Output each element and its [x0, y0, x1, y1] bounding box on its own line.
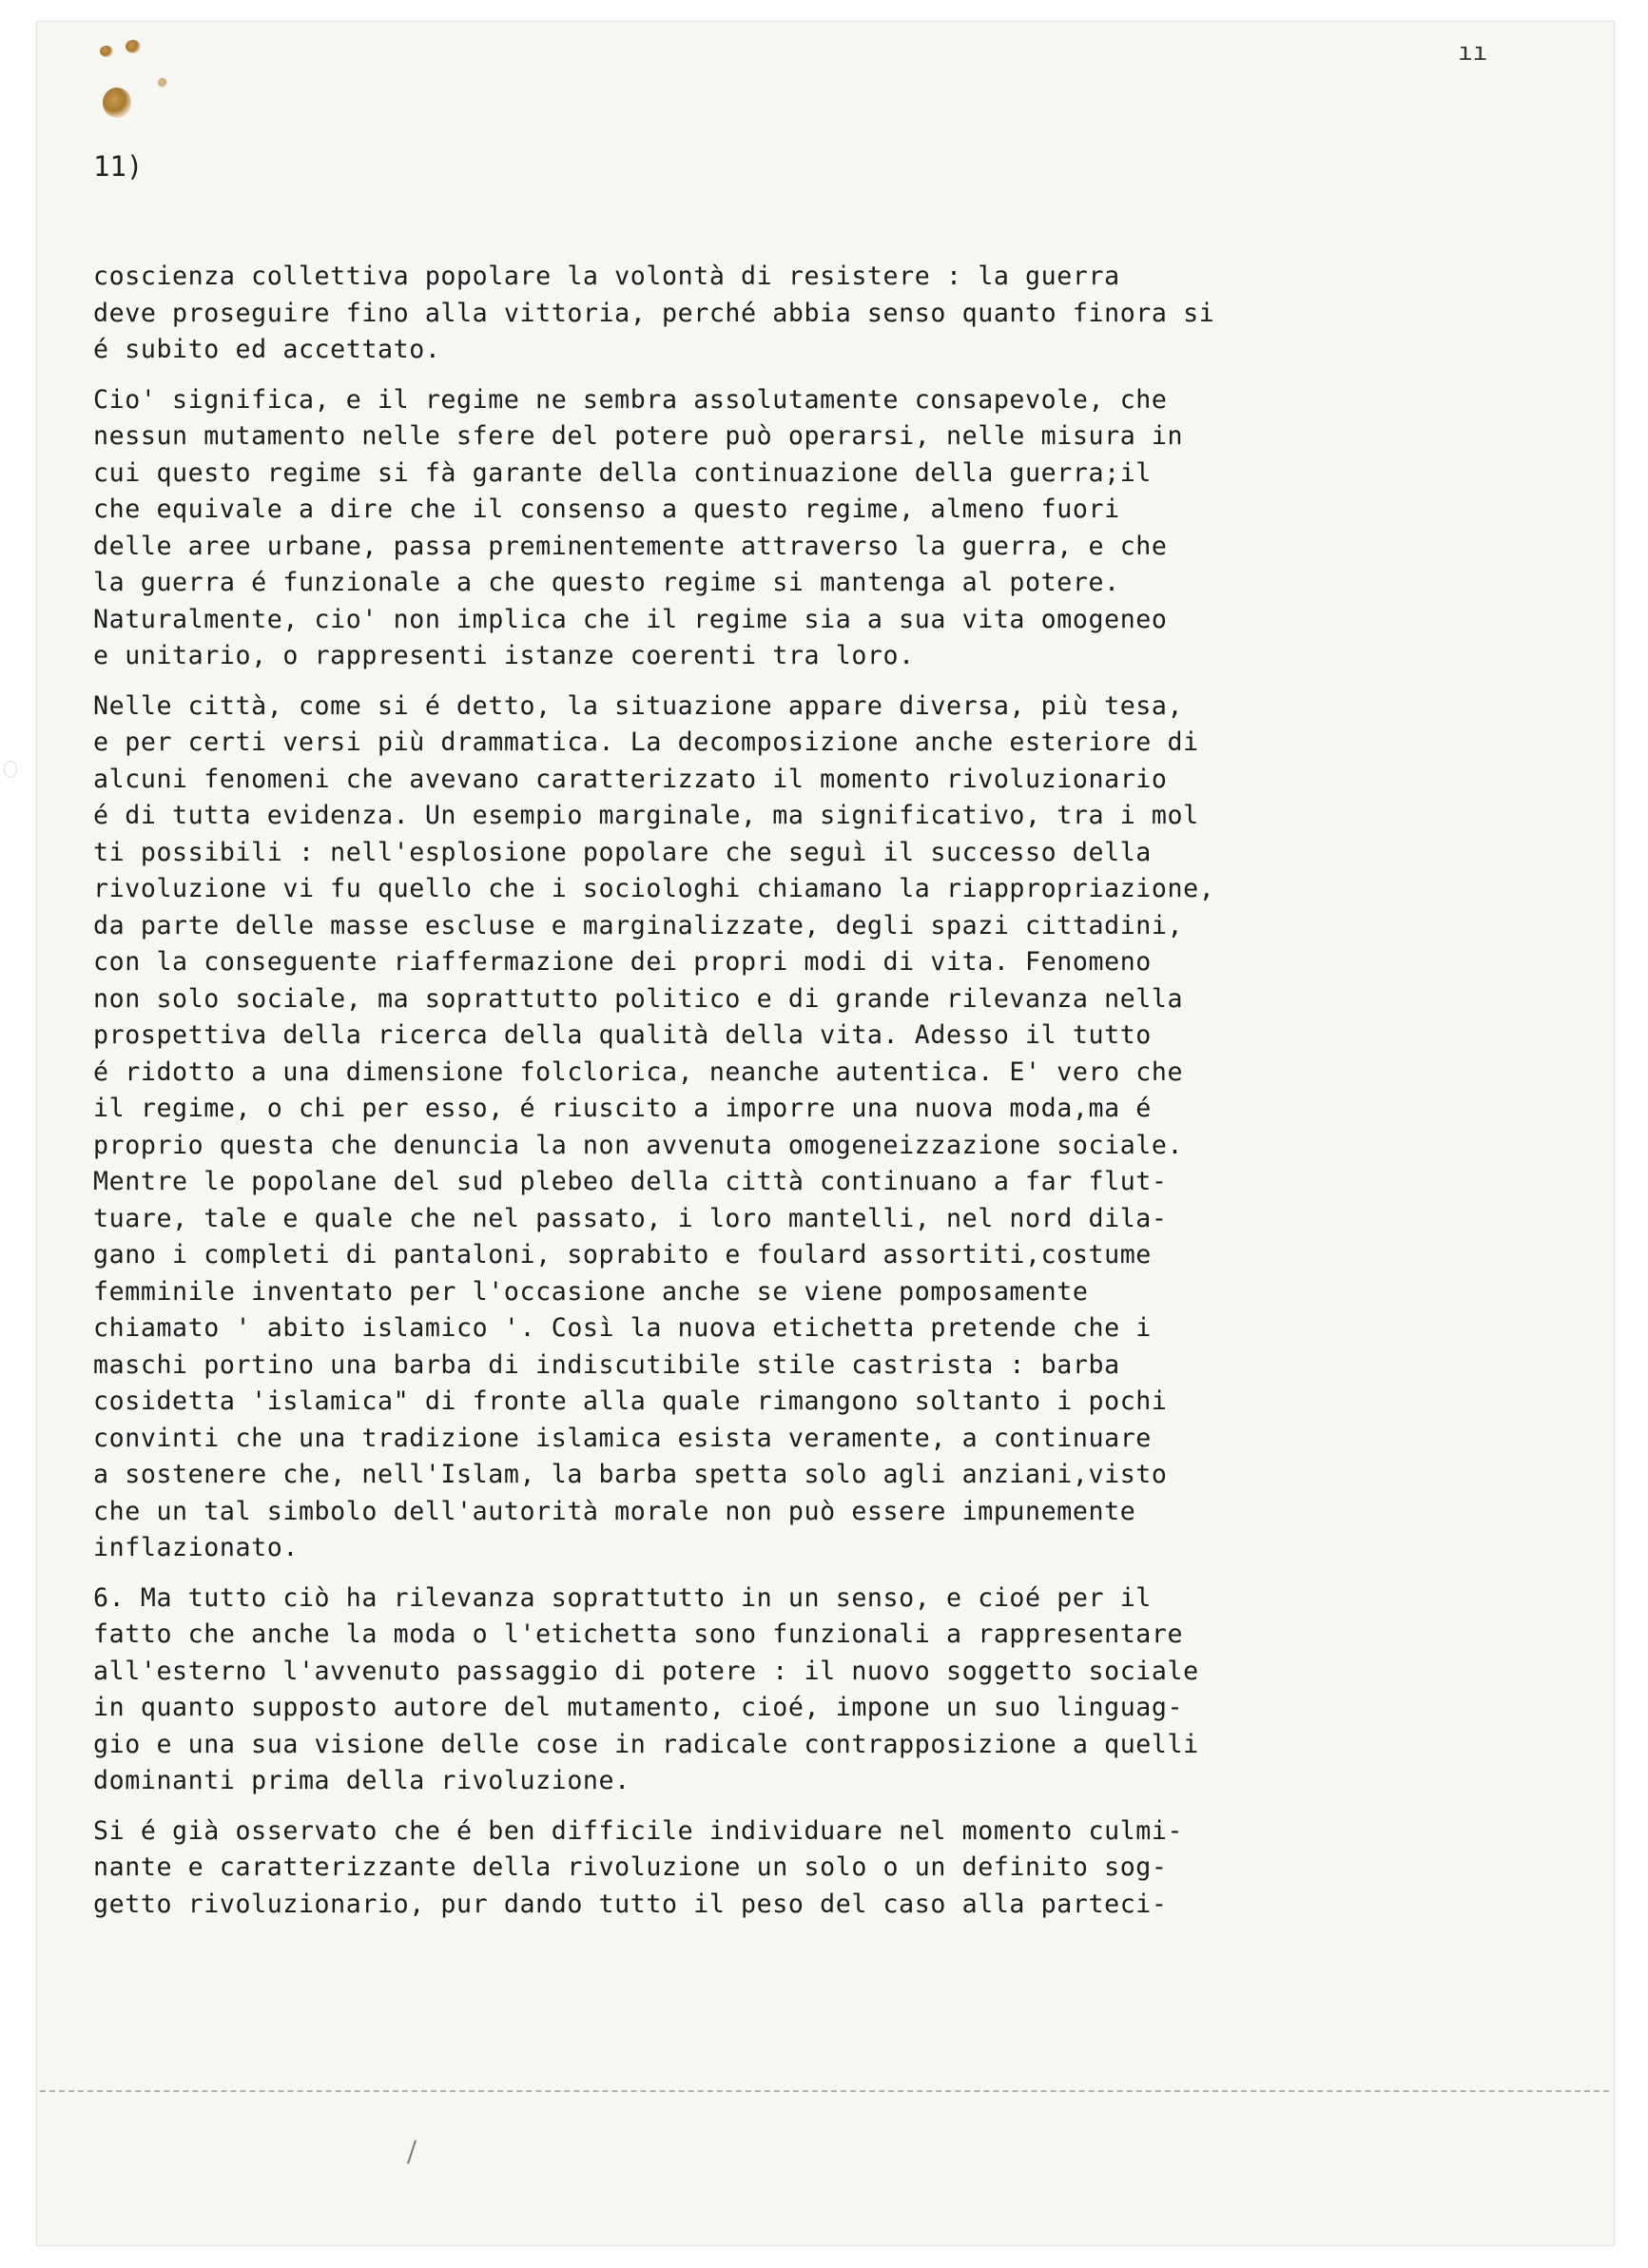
text-line: deve proseguire fino alla vittoria, perché abbia senso quanto finora si — [93, 298, 1215, 328]
text-line: fatto che anche la moda o l'etichetta sono funzionali a rappresentare — [93, 1619, 1184, 1649]
text-line: e unitario, o rappresenti istanze coerenti tra loro. — [93, 641, 915, 670]
text-line: il regime, o chi per esso, é riuscito a imporre una nuova moda,ma é — [93, 1094, 1152, 1123]
text-line: cosidetta 'islamica" di fronte alla quale rimangono soltanto i pochi — [93, 1386, 1168, 1416]
text-line: proprio questa che denuncia la non avvenuta omogeneizzazione sociale. — [93, 1130, 1184, 1160]
text-line: Si é già osservato che é ben difficile individuare nel momento culmi- — [93, 1815, 1184, 1846]
text-line: e per certi versi più drammatica. La decomposizione anche esteriore di — [93, 727, 1199, 757]
text-line: delle aree urbane, passa preminentemente attraverso la guerra, e che — [93, 531, 1168, 561]
paragraph — [93, 688, 1520, 1567]
text-line: che un tal simbolo dell'autorità morale non può essere impunemente — [93, 1496, 1136, 1526]
text-line: nessun mutamento nelle sfere del potere può operarsi, nelle misura in — [93, 421, 1184, 451]
text-line: ti possibili : nell'esplosione popolare che seguì il successo della — [93, 837, 1152, 867]
text-line: é di tutta evidenza. Un esempio marginale, ma significativo, tra i mol — [93, 801, 1199, 830]
stain-mark — [103, 87, 131, 118]
text-line: inflazionato. — [93, 1533, 299, 1562]
text-line: é ridotto a una dimensione folclorica, neanche autentica. E' vero che — [93, 1056, 1184, 1087]
paragraph — [93, 259, 1520, 369]
text-line: rivoluzione vi fu quello che i sociologhi chiamano la riappropriazione, — [93, 874, 1215, 903]
text-line: la guerra é funzionale a che questo regime si mantenga al potere. — [93, 568, 1120, 597]
text-line: che equivale a dire che il consenso a questo regime, almeno fuori — [93, 494, 1120, 524]
text-line: Naturalmente, cio' non implica che il regime sia a sua vita omogeneo — [93, 604, 1168, 634]
text-line: getto rivoluzionario, pur dando tutto il peso del caso alla parteci- — [93, 1889, 1168, 1919]
stain-mark — [126, 40, 141, 53]
text-line: coscienza collettiva popolare la volontà di resistere : la guerra — [93, 262, 1120, 291]
bottom-rule — [40, 2090, 1609, 2092]
text-line: convinti che una tradizione islamica esista veramente, a continuare — [93, 1423, 1152, 1453]
stain-mark — [158, 78, 167, 87]
text-line: all'esterno l'avvenuto passaggio di potere : il nuovo soggetto sociale — [93, 1656, 1199, 1686]
text-line: Nelle città, come si é detto, la situazione appare diversa, più tesa, — [93, 690, 1184, 721]
corner-mark: ıı — [1458, 38, 1488, 67]
text-line: Cio' significa, e il regime ne sembra assolutamente consapevole, che — [93, 384, 1168, 415]
text-line: nante e caratterizzante della rivoluzione un solo o un definito sog- — [93, 1852, 1168, 1882]
text-line: non solo sociale, ma soprattutto politico e di grande rilevanza nella — [93, 983, 1184, 1014]
text-line: femminile inventato per l'occasione anche se viene pomposamente — [93, 1276, 1089, 1307]
text-line: gio e una sua visione delle cose in radicale contrapposizione a quelli — [93, 1729, 1199, 1759]
typed-body — [93, 259, 1520, 1936]
text-line: dominanti prima della rivoluzione. — [93, 1766, 630, 1795]
paragraph — [93, 382, 1520, 675]
text-line: alcuni fenomeni che avevano caratterizzato il momento rivoluzionario — [93, 764, 1168, 794]
edge-mark — [4, 761, 17, 778]
text-line: da parte delle masse escluse e marginalizzate, degli spazi cittadini, — [93, 910, 1184, 940]
text-line: con la conseguente riaffermazione dei propri modi di vita. Fenomeno — [93, 947, 1152, 977]
paragraph — [93, 1813, 1520, 1924]
page-number: 11) — [93, 150, 144, 183]
text-line: é subito ed accettato. — [93, 335, 441, 364]
text-line: prospettiva della ricerca della qualità della vita. Adesso il tutto — [93, 1020, 1152, 1050]
text-line: Mentre le popolane del sud plebeo della città continuano a far flut- — [93, 1167, 1168, 1196]
stain-mark — [100, 46, 113, 57]
text-line: chiamato ' abito islamico '. Così la nuova etichetta pretende che i — [93, 1313, 1152, 1343]
text-line: maschi portino una barba di indiscutibile stile castrista : barba — [93, 1349, 1120, 1380]
text-line: in quanto supposto autore del mutamento, cioé, impone un suo linguag- — [93, 1693, 1184, 1722]
text-line: a sostenere che, nell'Islam, la barba spetta solo agli anziani,visto — [93, 1460, 1168, 1489]
text-line: tuare, tale e quale che nel passato, i loro mantelli, nel nord dila- — [93, 1203, 1168, 1233]
text-line: 6. Ma tutto ciò ha rilevanza soprattutto in un senso, e cioé per il — [93, 1582, 1152, 1613]
paragraph — [93, 1580, 1520, 1800]
text-line: gano i completi di pantaloni, soprabito e foulard assortiti,costume — [93, 1240, 1152, 1270]
text-line: cui questo regime si fà garante della continuazione della guerra;il — [93, 457, 1152, 488]
